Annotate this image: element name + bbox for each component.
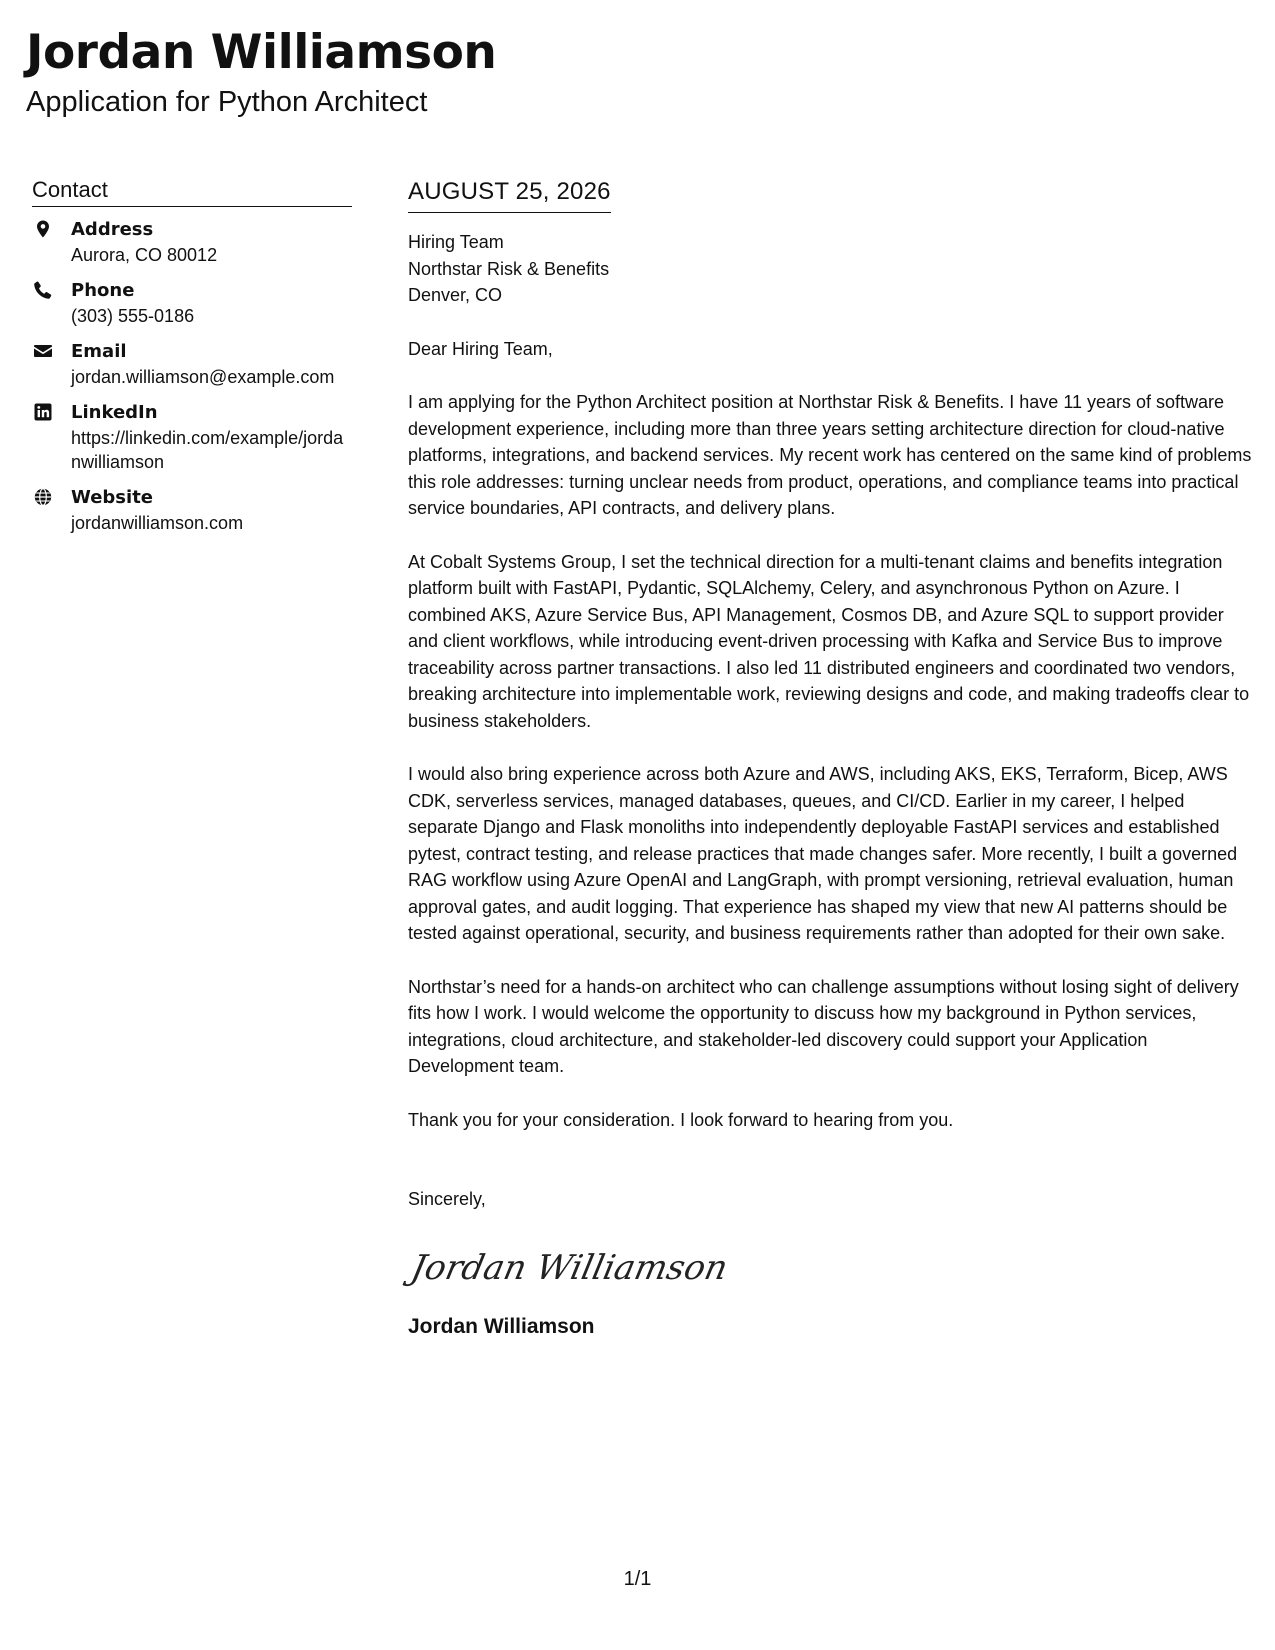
recipient-block xyxy=(408,229,1253,309)
website-value[interactable]: jordanwilliamson.com xyxy=(71,513,244,533)
closing: Sincerely, xyxy=(408,1189,486,1209)
page-number: 1/1 xyxy=(623,1568,652,1590)
contact-item-website xyxy=(32,485,352,535)
envelope-icon xyxy=(33,341,53,361)
email-value[interactable]: jordan.williamson@example.com xyxy=(71,367,335,387)
globe-icon xyxy=(33,487,53,507)
address-value: Aurora, CO 80012 xyxy=(71,245,218,265)
contact-label: Address xyxy=(71,219,154,240)
recipient-line: Denver, CO xyxy=(408,285,503,305)
recipient-line: Hiring Team xyxy=(408,232,504,252)
contact-label: Phone xyxy=(71,280,135,301)
signature-text: Jordan Williamson xyxy=(407,1247,732,1288)
body-paragraph: I would also bring experience across both Azure and AWS, including AKS, EKS, Terraform, Bicep, AWS CDK, serverless services, managed databases, queues, and CI/CD. Earlier in my career, I helped separate Django and Flask monoliths into independently deployable FastAPI services and established pytest, contract testing, and release practices that made changes safer. More recently, I built a governed RAG workflow using Azure OpenAI and LangGraph, with prompt versioning, retrieval evaluation, human approval gates, and audit logging. That experience has shaped my view that new AI patterns should be tested against operational, security, and business requirements rather than adopted for their own sake. xyxy=(408,764,1238,943)
phone-value[interactable]: (303) 555-0186 xyxy=(71,306,195,326)
application-subtitle: Application for Python Architect xyxy=(26,86,428,118)
body-paragraph: Northstar’s need for a hands-on architect who can challenge assumptions without losing sight of delivery fits how I work. I would welcome the opportunity to discuss how my background in Python services, integrations, cloud architecture, and stakeholder-led discovery could support your Application Development team. xyxy=(408,976,1239,1076)
contact-item-phone xyxy=(32,278,352,328)
contact-item-linkedin xyxy=(32,400,352,474)
greeting: Dear Hiring Team, xyxy=(408,338,553,359)
linkedin-icon xyxy=(33,402,53,422)
contact-item-email xyxy=(32,339,352,389)
map-pin-icon xyxy=(33,219,53,239)
signer-name: Jordan Williamson xyxy=(408,1314,595,1338)
letter-body xyxy=(408,176,1253,1341)
contact-label: Website xyxy=(71,487,154,508)
contact-sidebar xyxy=(32,176,352,546)
contact-label: LinkedIn xyxy=(71,402,158,423)
body-paragraph: At Cobalt Systems Group, I set the technical direction for a multi-tenant claims and benefits integration platform built with FastAPI, Pydantic, SQLAlchemy, Celery, and asynchronous Python on Azure. I combined AKS, Azure Service Bus, API Management, Cosmos DB, and Azure SQL to support provider and client workflows, while introducing event-driven processing with Kafka and Service Bus to improve traceability across partner transactions. I also led 11 distributed engineers and coordinated two vendors, breaking architecture into implementable work, reviewing designs and code, and making tradeoffs clear to business stakeholders. xyxy=(408,551,1250,731)
body-paragraph: I am applying for the Python Architect position at Northstar Risk & Benefits. I have 11 years of software development experience, including more than three years setting architecture direction for cloud-native platforms, integrations, and backend services. My recent work has centered on the same kind of problems this role addresses: turning unclear needs from product, operations, and compliance teams into practical service boundaries, API contracts, and delivery plans. xyxy=(408,392,1252,518)
applicant-name: Jordan Williamson xyxy=(26,25,497,80)
body-paragraph: Thank you for your consideration. I look forward to hearing from you. xyxy=(408,1109,954,1130)
letter-date: AUGUST 25, 2026 xyxy=(408,176,611,213)
letter-header xyxy=(26,22,496,120)
handwritten-signature xyxy=(407,1239,732,1295)
recipient-line: Northstar Risk & Benefits xyxy=(408,258,610,279)
contact-label: Email xyxy=(71,341,127,362)
linkedin-value[interactable]: https://linkedin.com/example/jordanwilliamson xyxy=(71,428,344,472)
contact-item-address xyxy=(32,217,352,267)
phone-icon xyxy=(33,280,53,300)
contact-heading: Contact xyxy=(32,176,352,207)
